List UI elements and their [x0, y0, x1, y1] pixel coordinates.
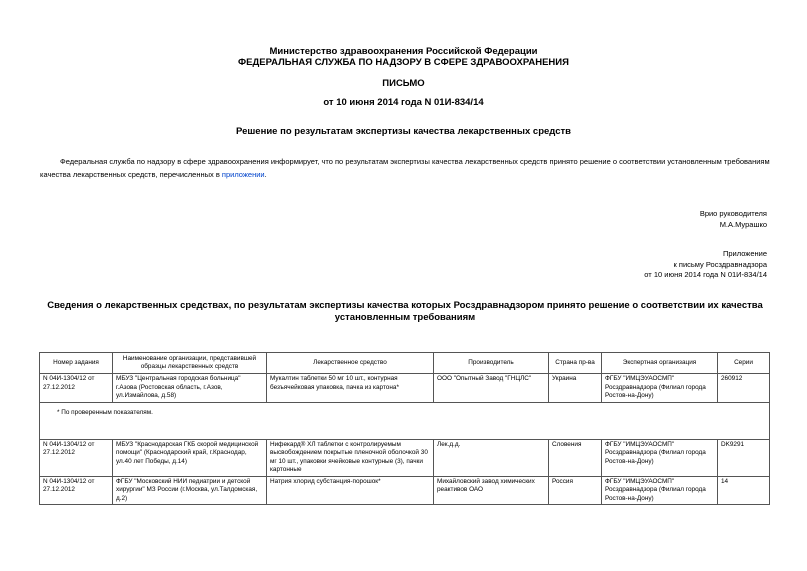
table-row — [40, 374, 770, 403]
cell-task-number: N 04И-1304/12 от 27.12.2012 — [40, 374, 113, 403]
body-text: Федеральная служба по надзору в сфере здравоохранения информирует, что по результатам экспертизы качества лекарственных средств принято решение о соответствии установленным требованиям качества лекарственных средств, перечисленных в — [40, 157, 770, 179]
agency-name: ФЕДЕРАЛЬНАЯ СЛУЖБА ПО НАДЗОРУ В СФЕРЕ ЗДРАВООХРАНЕНИЯ — [238, 57, 569, 68]
cell-manufacturer: Михайловский завод химических реактивов ОАО — [434, 476, 549, 505]
cell-country: Словения — [549, 439, 602, 476]
col-header-medicine: Лекарственное средство — [267, 353, 434, 374]
cell-organization: ФГБУ "Московский НИИ педиатрии и детской хирургии" МЗ России (г.Москва, ул.Талдомская, д.2) — [113, 476, 267, 505]
document-type: ПИСЬМО — [382, 78, 425, 89]
medicines-table — [39, 352, 770, 505]
body-text-end: . — [264, 170, 267, 179]
appendix-reference — [644, 249, 767, 281]
ministry-name: Министерство здравоохранения Российской Федерации — [269, 46, 538, 57]
cell-series: DK9291 — [718, 439, 770, 476]
cell-country: Россия — [549, 476, 602, 505]
signature-position: Врио руководителя — [699, 209, 767, 218]
col-header-country: Страна пр-ва — [549, 353, 602, 374]
cell-organization: МБУЗ "Центральная городская больница" г.Азова (Ростовская область, г.Азов, ул.Измайлова, д.58) — [113, 374, 267, 403]
cell-organization: МБУЗ "Краснодарская ГКБ скорой медицинской помощи" (Краснодарский край, г.Краснодар, ул.40 лет Победы, д.14) — [113, 439, 267, 476]
appendix-link[interactable]: приложении — [221, 170, 265, 179]
appendix-letter-ref: к письму Росздравнадзора — [673, 259, 767, 269]
cell-task-number: N 04И-1304/12 от 27.12.2012 — [40, 476, 113, 505]
cell-medicine: Натрия хлорид субстанция-порошок* — [267, 476, 434, 505]
table-header-row — [40, 353, 770, 374]
appendix-label: Приложение — [723, 249, 767, 258]
signature-name: М.А.Мурашко — [719, 219, 767, 229]
section-title: Сведения о лекарственных средствах, по результатам экспертизы качества которых Росздравнадзором принято решение о соответствии их качества установленным требованиям — [47, 300, 763, 323]
cell-expert-org: ФГБУ "ИМЦЭУАОСМП" Росздравнадзора (Филиал города Ростов-на-Дону) — [602, 439, 718, 476]
cell-medicine: Нифекард® ХЛ таблетки с контролируемым высвобождением покрытые пленочной оболочкой 30 мг 10 шт., упаковки ячейковые контурные (3), пачки картонные — [267, 439, 434, 476]
cell-manufacturer: Лек.д.д. — [434, 439, 549, 476]
cell-series: 14 — [718, 476, 770, 505]
col-header-series: Серии — [718, 353, 770, 374]
cell-series: 260912 — [718, 374, 770, 403]
document-subject: Решение по результатам экспертизы качества лекарственных средств — [236, 126, 571, 137]
cell-task-number: N 04И-1304/12 от 27.12.2012 — [40, 439, 113, 476]
table-footnote-row — [40, 402, 770, 439]
document-date: от 10 июня 2014 года N 01И-834/14 — [323, 97, 484, 108]
footnote-cell — [40, 402, 770, 439]
table-row — [40, 439, 770, 476]
body-paragraph — [40, 155, 770, 181]
cell-medicine: Мукалтин таблетки 50 мг 10 шт., контурная безъячейковая упаковка, пачка из картона* — [267, 374, 434, 403]
appendix-letter-date: от 10 июня 2014 года N 01И-834/14 — [644, 270, 767, 279]
cell-country: Украина — [549, 374, 602, 403]
col-header-expert-org: Экспертная организация — [602, 353, 718, 374]
col-header-organization: Наименование организации, представившей образцы лекарственных средств — [113, 353, 267, 374]
table-row — [40, 476, 770, 505]
cell-manufacturer: ООО "Опытный Завод "ГНЦЛС" — [434, 374, 549, 403]
cell-expert-org: ФГБУ "ИМЦЭУАОСМП" Росздравнадзора (Филиал города Ростов-на-Дону) — [602, 476, 718, 505]
signature-block — [700, 209, 767, 230]
cell-expert-org: ФГБУ "ИМЦЭУАОСМП" Росздравнадзора (Филиал города Ростов-на-Дону) — [602, 374, 718, 403]
col-header-manufacturer: Производитель — [434, 353, 549, 374]
col-header-task-number: Номер задания — [40, 353, 113, 374]
footnote-text: * По проверенным показателям. — [57, 408, 153, 416]
